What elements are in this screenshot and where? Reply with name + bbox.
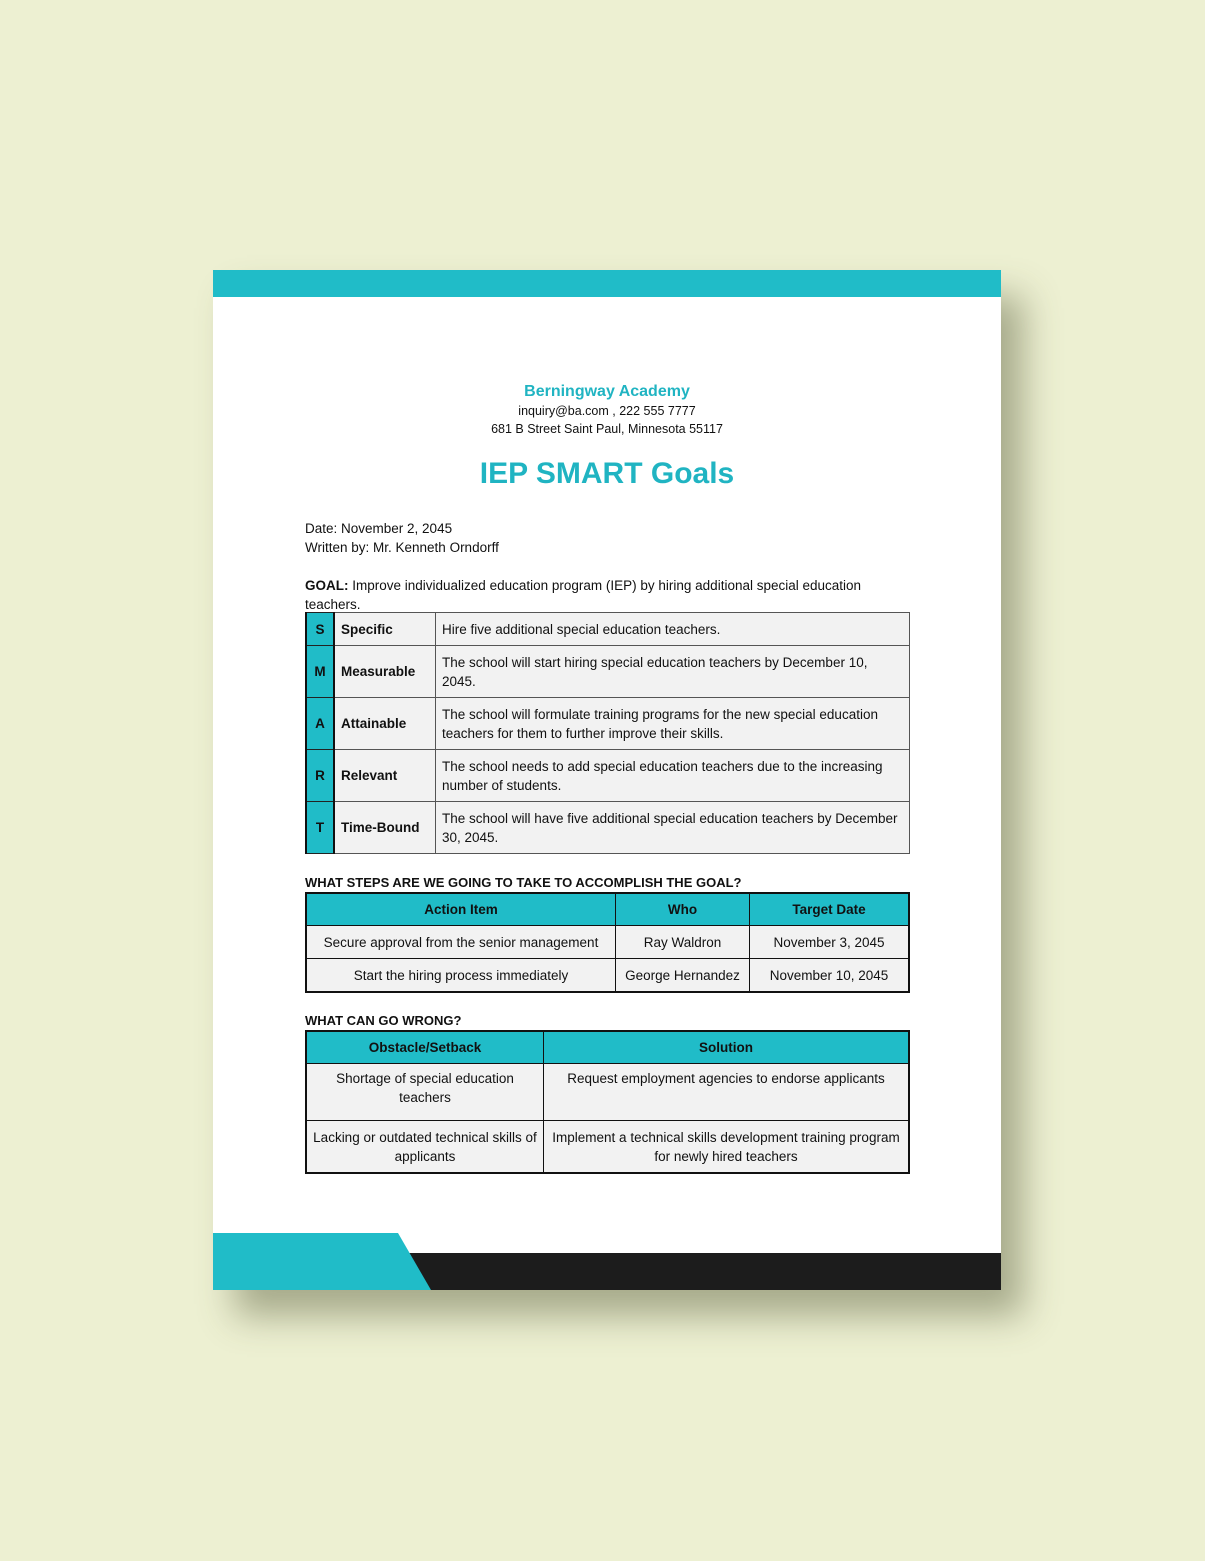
table-row xyxy=(306,698,910,750)
table-row xyxy=(306,646,910,698)
smart-term: Relevant xyxy=(334,750,436,802)
table-row xyxy=(306,959,909,993)
smart-term: Measurable xyxy=(334,646,436,698)
column-header: Target Date xyxy=(750,893,910,926)
action-item-cell: Start the hiring process immediately xyxy=(306,959,616,993)
document-author: Written by: Mr. Kenneth Orndorff xyxy=(305,540,499,555)
obstacles-table xyxy=(305,1030,910,1174)
table-row xyxy=(306,1064,909,1121)
smart-description: The school needs to add special education teachers due to the increasing number of students. xyxy=(436,750,910,802)
column-header: Who xyxy=(616,893,750,926)
table-row xyxy=(306,802,910,854)
table-header-row xyxy=(306,1031,909,1064)
smart-letter: R xyxy=(306,750,334,802)
solution-cell: Request employment agencies to endorse applicants xyxy=(544,1064,910,1121)
smart-letter: A xyxy=(306,698,334,750)
smart-description: Hire five additional special education teachers. xyxy=(436,613,910,646)
action-item-cell: Secure approval from the senior management xyxy=(306,926,616,959)
organization-address: 681 B Street Saint Paul, Minnesota 55117 xyxy=(491,422,723,436)
table-row xyxy=(306,613,910,646)
goal-text: Improve individualized education program (IEP) by hiring additional special education teachers. xyxy=(305,578,862,612)
document-page xyxy=(213,270,1001,1290)
action-steps-table xyxy=(305,892,910,993)
footer-decoration xyxy=(213,1233,1001,1290)
steps-heading: WHAT STEPS ARE WE GOING TO TAKE TO ACCOMPLISH THE GOAL? xyxy=(305,875,742,890)
who-cell: George Hernandez xyxy=(616,959,750,993)
smart-letter: M xyxy=(306,646,334,698)
smart-letter: S xyxy=(306,613,334,646)
organization-contact: inquiry@ba.com , 222 555 7777 xyxy=(518,404,696,418)
smart-term: Specific xyxy=(334,613,436,646)
goal-label: GOAL: xyxy=(305,578,349,593)
column-header: Solution xyxy=(544,1031,910,1064)
smart-letter: T xyxy=(306,802,334,854)
table-row xyxy=(306,926,909,959)
target-date-cell: November 3, 2045 xyxy=(750,926,910,959)
table-row xyxy=(306,1121,909,1174)
document-meta xyxy=(305,519,910,557)
column-header: Obstacle/Setback xyxy=(306,1031,544,1064)
column-header: Action Item xyxy=(306,893,616,926)
target-date-cell: November 10, 2045 xyxy=(750,959,910,993)
smart-term: Attainable xyxy=(334,698,436,750)
obstacle-cell: Lacking or outdated technical skills of applicants xyxy=(306,1121,544,1174)
organization-name: Berningway Academy xyxy=(524,383,690,400)
document-title: IEP SMART Goals xyxy=(479,457,735,490)
footer-accent-shape xyxy=(213,1233,431,1290)
smart-goals-table xyxy=(305,612,910,854)
smart-description: The school will formulate training programs for the new special education teachers for them to further improve their skills. xyxy=(436,698,910,750)
goal-statement xyxy=(305,576,910,614)
smart-term: Time-Bound xyxy=(334,802,436,854)
footer-dark-band xyxy=(393,1253,1001,1290)
smart-description: The school will start hiring special education teachers by December 10, 2045. xyxy=(436,646,910,698)
obstacle-cell: Shortage of special education teachers xyxy=(306,1064,544,1121)
table-header-row xyxy=(306,893,909,926)
smart-description: The school will have five additional special education teachers by December 30, 2045. xyxy=(436,802,910,854)
who-cell: Ray Waldron xyxy=(616,926,750,959)
document-date: Date: November 2, 2045 xyxy=(305,521,453,536)
top-accent-bar xyxy=(213,270,1001,297)
letterhead xyxy=(213,382,1001,438)
solution-cell: Implement a technical skills development training program for newly hired teachers xyxy=(544,1121,910,1174)
risks-heading: WHAT CAN GO WRONG? xyxy=(305,1013,462,1028)
table-row xyxy=(306,750,910,802)
